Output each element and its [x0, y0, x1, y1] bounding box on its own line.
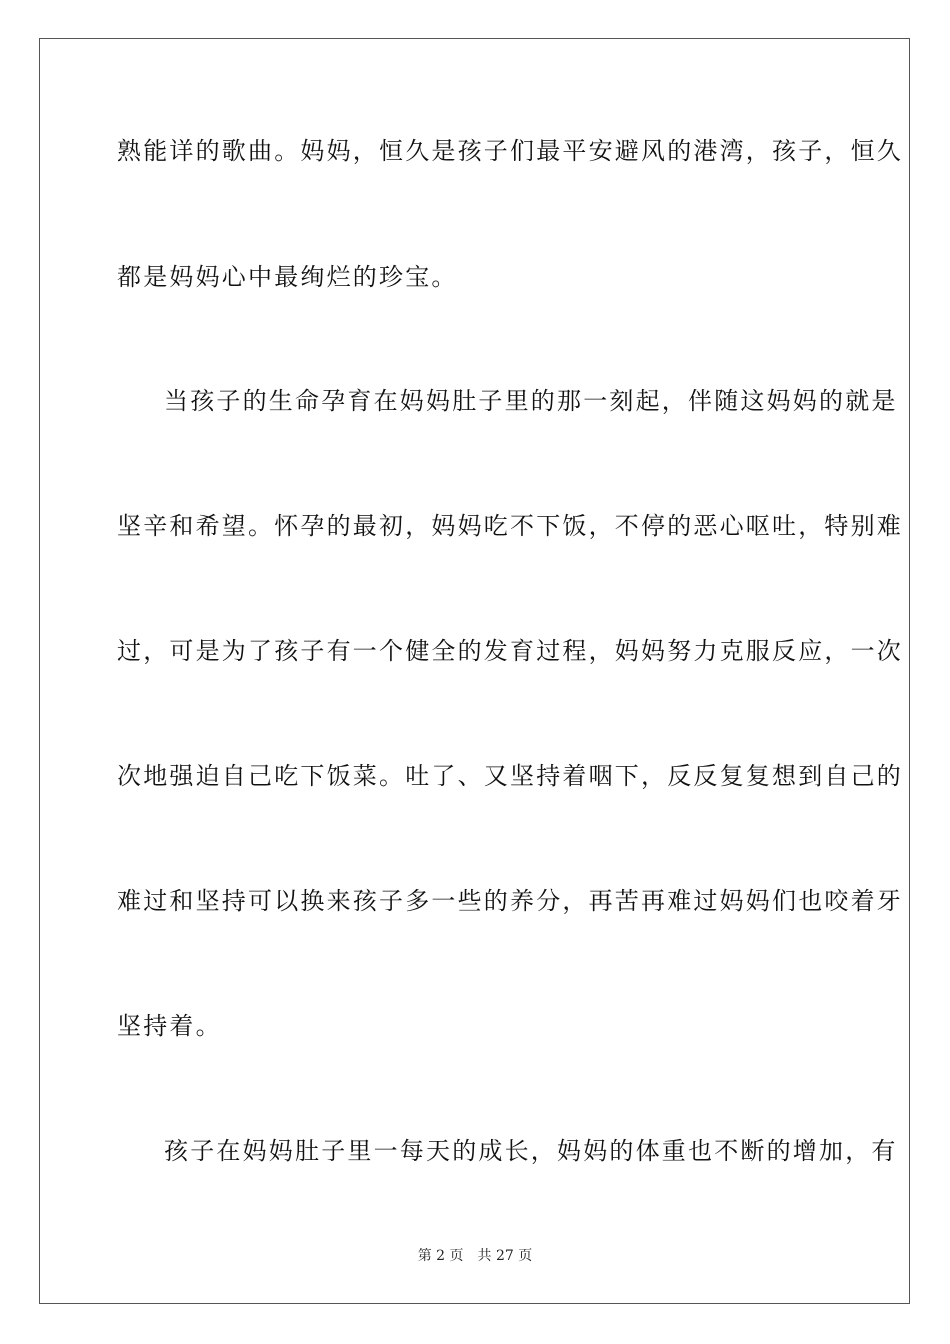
- text-line-5: 过，可是为了孩子有一个健全的发育过程，妈妈努力克服反应，一次: [117, 637, 903, 665]
- page-footer: [0, 1247, 950, 1265]
- text-line-8: 坚持着。: [117, 1012, 222, 1040]
- text-line-2: 都是妈妈心中最绚烂的珍宝。: [117, 263, 458, 291]
- paragraph-start-line-9: 孩子在妈妈肚子里一每天的成长，妈妈的体重也不断的增加，有: [164, 1137, 898, 1165]
- text-line-6: 次地强迫自己吃下饭菜。吐了、又坚持着咽下，反反复复想到自己的: [117, 762, 903, 790]
- text-line-1: 熟能详的歌曲。妈妈，恒久是孩子们最平安避风的港湾，孩子，恒久: [117, 137, 903, 165]
- text-line-7: 难过和坚持可以换来孩子多一些的养分，再苦再难过妈妈们也咬着牙: [117, 887, 903, 915]
- total-pages: 共 27 页: [477, 1248, 533, 1264]
- page-frame: [39, 38, 910, 1304]
- page-number: 第 2 页: [417, 1248, 464, 1264]
- text-line-4: 坚辛和希望。怀孕的最初，妈妈吃不下饭，不停的恶心呕吐，特别难: [117, 512, 903, 540]
- paragraph-start-line-3: 当孩子的生命孕育在妈妈肚子里的那一刻起，伴随这妈妈的就是: [164, 387, 898, 415]
